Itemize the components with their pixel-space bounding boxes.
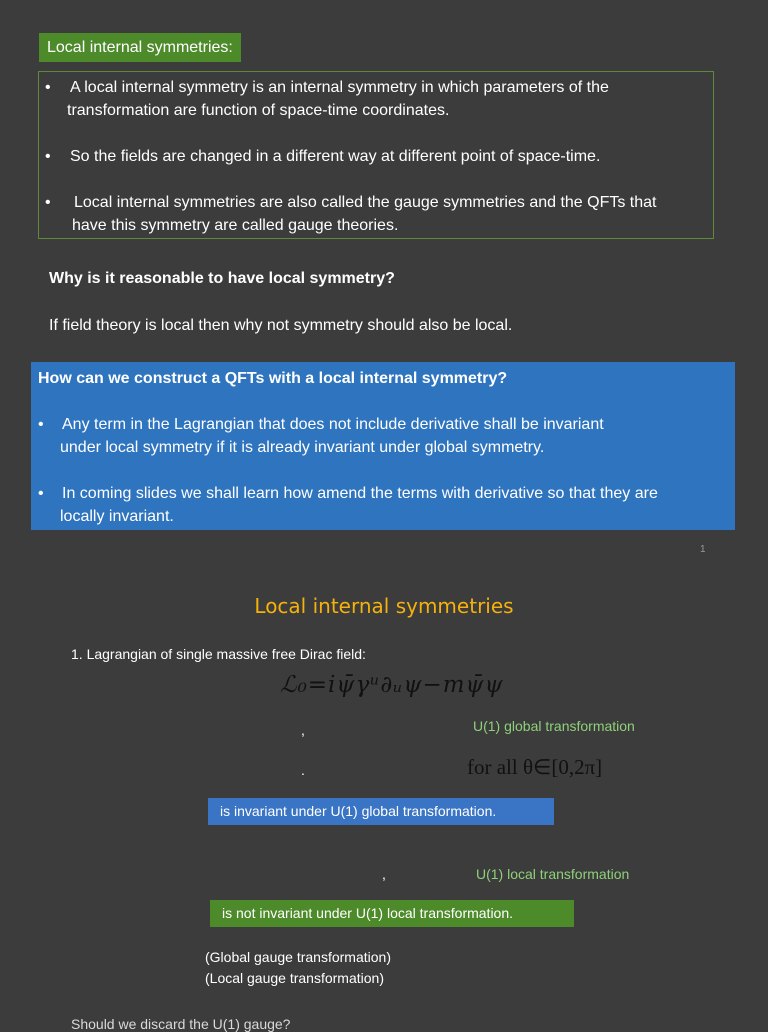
page-number: 1 xyxy=(700,544,706,555)
answer-text: If field theory is local then why not symmetry should also be local. xyxy=(49,317,513,334)
definition-bullet-3-cont: have this symmetry are called gauge theories. xyxy=(72,217,399,234)
definition-bullet-1: A local internal symmetry is an internal symmetry in which parameters of the xyxy=(70,79,609,96)
construction-heading: How can we construct a QFTs with a local internal symmetry? xyxy=(38,370,508,387)
dirac-lagrangian-formula: ℒ₀=iψ̄γᵘ∂ᵤψ−mψ̄ψ xyxy=(280,672,504,698)
construction-bullet-1: Any term in the Lagrangian that does not include derivative shall be invariant xyxy=(62,416,604,433)
bullet-marker: • xyxy=(45,194,51,211)
construction-bullet-1-cont: under local symmetry if it is already invariant under global symmetry. xyxy=(60,439,545,456)
comma: , xyxy=(301,722,305,738)
cut-off-text: Should we discard the U(1) gauge? xyxy=(71,1016,291,1032)
dirac-lagrangian-item: 1. Lagrangian of single massive free Dirac field: xyxy=(71,646,366,662)
local-transform-label: U(1) local transformation xyxy=(476,866,630,882)
slide1-title: Local internal symmetries: xyxy=(39,33,241,62)
bullet-marker: • xyxy=(45,79,51,96)
global-gauge-note: (Global gauge transformation) xyxy=(205,949,391,965)
bullet-marker: • xyxy=(38,416,44,433)
global-transform-label: U(1) global transformation xyxy=(473,718,635,734)
definition-bullet-1-cont: transformation are function of space-time coordinates. xyxy=(67,102,450,119)
construction-bullet-2-cont: locally invariant. xyxy=(60,508,174,525)
slide2-title: Local internal symmetries xyxy=(254,594,514,618)
definition-bullet-3: Local internal symmetries are also called the gauge symmetries and the QFTs that xyxy=(74,194,657,211)
not-invariant-label: is not invariant under U(1) local transformation. xyxy=(210,900,574,927)
definition-bullet-2: So the fields are changed in a different way at different point of space-time. xyxy=(70,148,601,165)
bullet-marker: • xyxy=(38,485,44,502)
local-gauge-note: (Local gauge transformation) xyxy=(205,970,384,986)
invariant-label: is invariant under U(1) global transformation. xyxy=(208,798,554,825)
theta-range: for all θ∈[0,2π] xyxy=(467,755,603,779)
period: . xyxy=(301,762,305,778)
comma: , xyxy=(382,866,386,882)
bullet-marker: • xyxy=(45,148,51,165)
construction-bullet-2: In coming slides we shall learn how amend the terms with derivative so that they are xyxy=(62,485,658,502)
question-heading: Why is it reasonable to have local symmetry? xyxy=(49,270,395,287)
